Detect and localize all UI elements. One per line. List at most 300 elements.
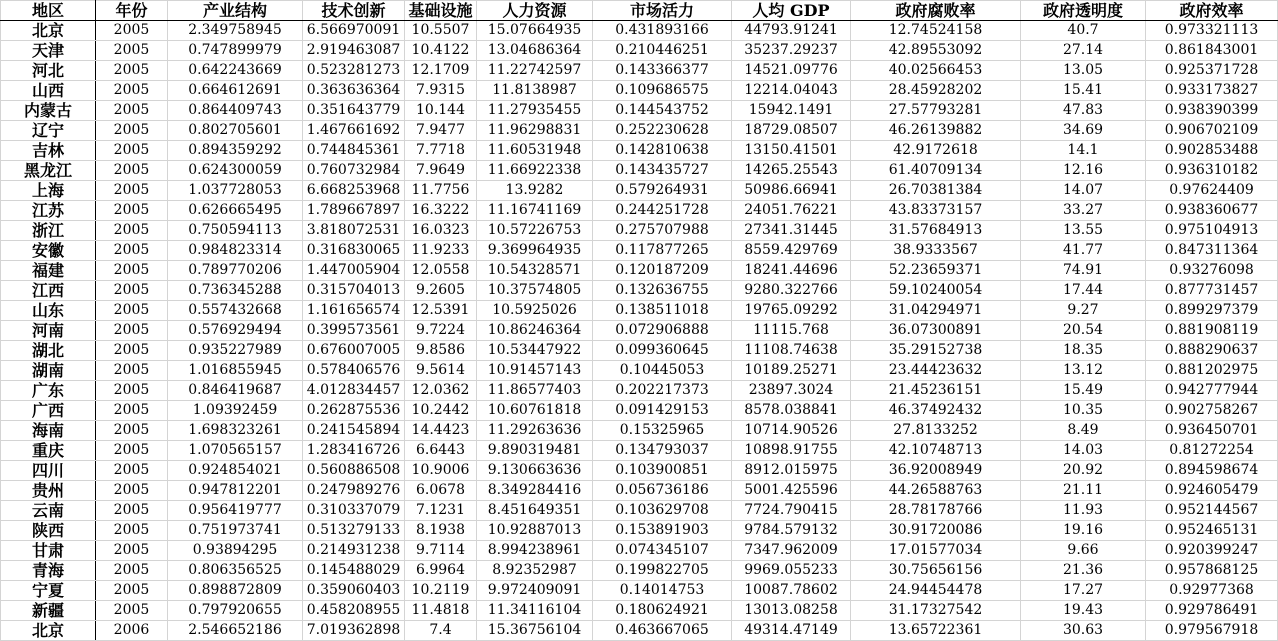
cell-region[interactable]: 宁夏 [1, 581, 96, 601]
cell-tech-innovation[interactable]: 0.523281273 [303, 61, 405, 81]
cell-market-vitality[interactable]: 0.109686575 [593, 81, 732, 101]
cell-market-vitality[interactable]: 0.056736186 [593, 481, 732, 501]
cell-market-vitality[interactable]: 0.244251728 [593, 201, 732, 221]
cell-transparency[interactable]: 11.93 [1021, 501, 1146, 521]
cell-gdp-per-capita[interactable]: 23897.3024 [732, 381, 851, 401]
cell-tech-innovation[interactable]: 0.399573561 [303, 321, 405, 341]
cell-market-vitality[interactable]: 0.252230628 [593, 121, 732, 141]
cell-market-vitality[interactable]: 0.210446251 [593, 41, 732, 61]
cell-corruption-rate[interactable]: 24.94454478 [851, 581, 1021, 601]
cell-region[interactable]: 江苏 [1, 201, 96, 221]
cell-efficiency[interactable]: 0.925371728 [1146, 61, 1278, 81]
cell-year[interactable]: 2005 [96, 381, 168, 401]
cell-transparency[interactable]: 21.11 [1021, 481, 1146, 501]
cell-corruption-rate[interactable]: 13.65722361 [851, 621, 1021, 641]
cell-corruption-rate[interactable]: 27.57793281 [851, 101, 1021, 121]
cell-corruption-rate[interactable]: 31.04294971 [851, 301, 1021, 321]
cell-region[interactable]: 北京 [1, 621, 96, 641]
cell-gdp-per-capita[interactable]: 8578.038841 [732, 401, 851, 421]
cell-infrastructure[interactable]: 7.7718 [405, 141, 477, 161]
cell-human-resources[interactable]: 10.86246364 [477, 321, 593, 341]
cell-region[interactable]: 安徽 [1, 241, 96, 261]
cell-tech-innovation[interactable]: 0.744845361 [303, 141, 405, 161]
cell-infrastructure[interactable]: 12.0362 [405, 381, 477, 401]
cell-infrastructure[interactable]: 7.1231 [405, 501, 477, 521]
cell-corruption-rate[interactable]: 30.91720086 [851, 521, 1021, 541]
cell-infrastructure[interactable]: 9.2605 [405, 281, 477, 301]
cell-tech-innovation[interactable]: 0.363636364 [303, 81, 405, 101]
column-header-industrial-structure[interactable]: 产业结构 [168, 1, 303, 21]
cell-year[interactable]: 2005 [96, 581, 168, 601]
cell-gdp-per-capita[interactable]: 18729.08507 [732, 121, 851, 141]
cell-region[interactable]: 内蒙古 [1, 101, 96, 121]
cell-transparency[interactable]: 8.49 [1021, 421, 1146, 441]
cell-efficiency[interactable]: 0.924605479 [1146, 481, 1278, 501]
cell-gdp-per-capita[interactable]: 5001.425596 [732, 481, 851, 501]
cell-market-vitality[interactable]: 0.153891903 [593, 521, 732, 541]
cell-tech-innovation[interactable]: 0.676007005 [303, 341, 405, 361]
cell-market-vitality[interactable]: 0.144543752 [593, 101, 732, 121]
cell-industrial-structure[interactable]: 1.070565157 [168, 441, 303, 461]
cell-tech-innovation[interactable]: 0.359060403 [303, 581, 405, 601]
cell-transparency[interactable]: 47.83 [1021, 101, 1146, 121]
cell-market-vitality[interactable]: 0.15325965 [593, 421, 732, 441]
cell-tech-innovation[interactable]: 0.310337079 [303, 501, 405, 521]
cell-transparency[interactable]: 33.27 [1021, 201, 1146, 221]
cell-tech-innovation[interactable]: 1.789667897 [303, 201, 405, 221]
cell-corruption-rate[interactable]: 12.74524158 [851, 21, 1021, 41]
cell-efficiency[interactable]: 0.936450701 [1146, 421, 1278, 441]
cell-industrial-structure[interactable]: 1.037728053 [168, 181, 303, 201]
cell-gdp-per-capita[interactable]: 11115.768 [732, 321, 851, 341]
cell-transparency[interactable]: 40.7 [1021, 21, 1146, 41]
cell-tech-innovation[interactable]: 0.513279133 [303, 521, 405, 541]
cell-tech-innovation[interactable]: 6.668253968 [303, 181, 405, 201]
cell-industrial-structure[interactable]: 2.349758945 [168, 21, 303, 41]
cell-year[interactable]: 2005 [96, 421, 168, 441]
cell-efficiency[interactable]: 0.936310182 [1146, 161, 1278, 181]
cell-industrial-structure[interactable]: 0.750594113 [168, 221, 303, 241]
column-header-region[interactable]: 地区 [1, 1, 96, 21]
cell-transparency[interactable]: 13.55 [1021, 221, 1146, 241]
cell-region[interactable]: 湖北 [1, 341, 96, 361]
cell-infrastructure[interactable]: 8.1938 [405, 521, 477, 541]
cell-transparency[interactable]: 9.66 [1021, 541, 1146, 561]
cell-transparency[interactable]: 27.14 [1021, 41, 1146, 61]
cell-corruption-rate[interactable]: 46.37492432 [851, 401, 1021, 421]
cell-year[interactable]: 2005 [96, 481, 168, 501]
column-header-market-vitality[interactable]: 市场活力 [593, 1, 732, 21]
cell-transparency[interactable]: 15.49 [1021, 381, 1146, 401]
cell-corruption-rate[interactable]: 23.44423632 [851, 361, 1021, 381]
cell-tech-innovation[interactable]: 0.315704013 [303, 281, 405, 301]
cell-industrial-structure[interactable]: 0.924854021 [168, 461, 303, 481]
cell-human-resources[interactable]: 10.54328571 [477, 261, 593, 281]
cell-industrial-structure[interactable]: 0.624300059 [168, 161, 303, 181]
cell-human-resources[interactable]: 11.66922338 [477, 161, 593, 181]
cell-infrastructure[interactable]: 16.3222 [405, 201, 477, 221]
cell-corruption-rate[interactable]: 43.83373157 [851, 201, 1021, 221]
cell-gdp-per-capita[interactable]: 8559.429769 [732, 241, 851, 261]
cell-infrastructure[interactable]: 10.2119 [405, 581, 477, 601]
cell-region[interactable]: 山东 [1, 301, 96, 321]
cell-region[interactable]: 北京 [1, 21, 96, 41]
cell-corruption-rate[interactable]: 31.17327542 [851, 601, 1021, 621]
cell-industrial-structure[interactable]: 0.984823314 [168, 241, 303, 261]
cell-tech-innovation[interactable]: 0.760732984 [303, 161, 405, 181]
cell-year[interactable]: 2005 [96, 141, 168, 161]
cell-human-resources[interactable]: 15.36756104 [477, 621, 593, 641]
cell-efficiency[interactable]: 0.933173827 [1146, 81, 1278, 101]
cell-tech-innovation[interactable]: 1.467661692 [303, 121, 405, 141]
cell-efficiency[interactable]: 0.979567918 [1146, 621, 1278, 641]
column-header-human-resources[interactable]: 人力资源 [477, 1, 593, 21]
cell-transparency[interactable]: 13.12 [1021, 361, 1146, 381]
cell-corruption-rate[interactable]: 40.02566453 [851, 61, 1021, 81]
cell-industrial-structure[interactable]: 0.846419687 [168, 381, 303, 401]
cell-efficiency[interactable]: 0.902853488 [1146, 141, 1278, 161]
cell-human-resources[interactable]: 11.27935455 [477, 101, 593, 121]
cell-efficiency[interactable]: 0.942777944 [1146, 381, 1278, 401]
cell-infrastructure[interactable]: 16.0323 [405, 221, 477, 241]
cell-efficiency[interactable]: 0.92977368 [1146, 581, 1278, 601]
cell-tech-innovation[interactable]: 0.316830065 [303, 241, 405, 261]
cell-efficiency[interactable]: 0.847311364 [1146, 241, 1278, 261]
cell-corruption-rate[interactable]: 42.10748713 [851, 441, 1021, 461]
cell-human-resources[interactable]: 8.349284416 [477, 481, 593, 501]
cell-efficiency[interactable]: 0.97624409 [1146, 181, 1278, 201]
cell-efficiency[interactable]: 0.888290637 [1146, 341, 1278, 361]
cell-tech-innovation[interactable]: 3.818072531 [303, 221, 405, 241]
cell-market-vitality[interactable]: 0.103900851 [593, 461, 732, 481]
cell-market-vitality[interactable]: 0.14014753 [593, 581, 732, 601]
cell-human-resources[interactable]: 9.130663636 [477, 461, 593, 481]
cell-efficiency[interactable]: 0.952465131 [1146, 521, 1278, 541]
cell-region[interactable]: 重庆 [1, 441, 96, 461]
column-header-gdp-per-capita[interactable]: 人均 GDP [732, 1, 851, 21]
cell-efficiency[interactable]: 0.81272254 [1146, 441, 1278, 461]
cell-human-resources[interactable]: 8.994238961 [477, 541, 593, 561]
cell-transparency[interactable]: 74.91 [1021, 261, 1146, 281]
cell-infrastructure[interactable]: 10.2442 [405, 401, 477, 421]
cell-efficiency[interactable]: 0.952144567 [1146, 501, 1278, 521]
cell-gdp-per-capita[interactable]: 11108.74638 [732, 341, 851, 361]
cell-infrastructure[interactable]: 10.144 [405, 101, 477, 121]
cell-industrial-structure[interactable]: 0.956419777 [168, 501, 303, 521]
cell-human-resources[interactable]: 10.53447922 [477, 341, 593, 361]
cell-year[interactable]: 2005 [96, 41, 168, 61]
cell-year[interactable]: 2005 [96, 361, 168, 381]
cell-corruption-rate[interactable]: 21.45236151 [851, 381, 1021, 401]
cell-region[interactable]: 湖南 [1, 361, 96, 381]
cell-corruption-rate[interactable]: 59.10240054 [851, 281, 1021, 301]
cell-infrastructure[interactable]: 10.5507 [405, 21, 477, 41]
cell-human-resources[interactable]: 10.37574805 [477, 281, 593, 301]
cell-transparency[interactable]: 20.54 [1021, 321, 1146, 341]
cell-gdp-per-capita[interactable]: 9969.055233 [732, 561, 851, 581]
cell-market-vitality[interactable]: 0.463667065 [593, 621, 732, 641]
cell-infrastructure[interactable]: 7.9315 [405, 81, 477, 101]
cell-tech-innovation[interactable]: 0.560886508 [303, 461, 405, 481]
cell-human-resources[interactable]: 13.04686364 [477, 41, 593, 61]
cell-industrial-structure[interactable]: 0.947812201 [168, 481, 303, 501]
cell-efficiency[interactable]: 0.920399247 [1146, 541, 1278, 561]
cell-transparency[interactable]: 10.35 [1021, 401, 1146, 421]
cell-corruption-rate[interactable]: 36.92008949 [851, 461, 1021, 481]
cell-gdp-per-capita[interactable]: 15942.1491 [732, 101, 851, 121]
cell-transparency[interactable]: 17.27 [1021, 581, 1146, 601]
cell-region[interactable]: 上海 [1, 181, 96, 201]
cell-year[interactable]: 2005 [96, 441, 168, 461]
cell-transparency[interactable]: 18.35 [1021, 341, 1146, 361]
cell-region[interactable]: 吉林 [1, 141, 96, 161]
cell-human-resources[interactable]: 10.92887013 [477, 521, 593, 541]
cell-human-resources[interactable]: 11.8138987 [477, 81, 593, 101]
cell-infrastructure[interactable]: 12.1709 [405, 61, 477, 81]
cell-region[interactable]: 浙江 [1, 221, 96, 241]
cell-market-vitality[interactable]: 0.138511018 [593, 301, 732, 321]
cell-market-vitality[interactable]: 0.117877265 [593, 241, 732, 261]
cell-transparency[interactable]: 14.03 [1021, 441, 1146, 461]
cell-efficiency[interactable]: 0.861843001 [1146, 41, 1278, 61]
cell-industrial-structure[interactable]: 0.898872809 [168, 581, 303, 601]
cell-infrastructure[interactable]: 6.0678 [405, 481, 477, 501]
cell-region[interactable]: 辽宁 [1, 121, 96, 141]
cell-gdp-per-capita[interactable]: 12214.04043 [732, 81, 851, 101]
cell-year[interactable]: 2006 [96, 621, 168, 641]
cell-industrial-structure[interactable]: 0.894359292 [168, 141, 303, 161]
cell-year[interactable]: 2005 [96, 241, 168, 261]
cell-tech-innovation[interactable]: 0.247989276 [303, 481, 405, 501]
cell-year[interactable]: 2005 [96, 341, 168, 361]
cell-gdp-per-capita[interactable]: 10898.91755 [732, 441, 851, 461]
cell-tech-innovation[interactable]: 0.241545894 [303, 421, 405, 441]
cell-region[interactable]: 四川 [1, 461, 96, 481]
cell-tech-innovation[interactable]: 0.578406576 [303, 361, 405, 381]
cell-market-vitality[interactable]: 0.099360645 [593, 341, 732, 361]
cell-infrastructure[interactable]: 9.8586 [405, 341, 477, 361]
cell-year[interactable]: 2005 [96, 401, 168, 421]
cell-year[interactable]: 2005 [96, 101, 168, 121]
cell-efficiency[interactable]: 0.938390399 [1146, 101, 1278, 121]
cell-efficiency[interactable]: 0.877731457 [1146, 281, 1278, 301]
cell-infrastructure[interactable]: 9.7114 [405, 541, 477, 561]
cell-infrastructure[interactable]: 7.9477 [405, 121, 477, 141]
cell-human-resources[interactable]: 13.9282 [477, 181, 593, 201]
cell-industrial-structure[interactable]: 0.626665495 [168, 201, 303, 221]
cell-region[interactable]: 河北 [1, 61, 96, 81]
cell-infrastructure[interactable]: 11.7756 [405, 181, 477, 201]
cell-market-vitality[interactable]: 0.199822705 [593, 561, 732, 581]
cell-human-resources[interactable]: 11.29263636 [477, 421, 593, 441]
cell-gdp-per-capita[interactable]: 7724.790415 [732, 501, 851, 521]
cell-transparency[interactable]: 30.63 [1021, 621, 1146, 641]
cell-year[interactable]: 2005 [96, 81, 168, 101]
cell-year[interactable]: 2005 [96, 521, 168, 541]
cell-tech-innovation[interactable]: 2.919463087 [303, 41, 405, 61]
cell-tech-innovation[interactable]: 0.458208955 [303, 601, 405, 621]
cell-gdp-per-capita[interactable]: 10189.25271 [732, 361, 851, 381]
cell-gdp-per-capita[interactable]: 35237.29237 [732, 41, 851, 61]
cell-gdp-per-capita[interactable]: 9280.322766 [732, 281, 851, 301]
cell-transparency[interactable]: 21.36 [1021, 561, 1146, 581]
cell-tech-innovation[interactable]: 1.283416726 [303, 441, 405, 461]
cell-corruption-rate[interactable]: 42.9172618 [851, 141, 1021, 161]
cell-tech-innovation[interactable]: 0.262875536 [303, 401, 405, 421]
column-header-tech-innovation[interactable]: 技术创新 [303, 1, 405, 21]
cell-infrastructure[interactable]: 7.9649 [405, 161, 477, 181]
cell-industrial-structure[interactable]: 0.93894295 [168, 541, 303, 561]
cell-infrastructure[interactable]: 14.4423 [405, 421, 477, 441]
cell-infrastructure[interactable]: 11.9233 [405, 241, 477, 261]
cell-transparency[interactable]: 19.16 [1021, 521, 1146, 541]
cell-region[interactable]: 陕西 [1, 521, 96, 541]
cell-region[interactable]: 贵州 [1, 481, 96, 501]
column-header-infrastructure[interactable]: 基础设施 [405, 1, 477, 21]
cell-region[interactable]: 河南 [1, 321, 96, 341]
cell-transparency[interactable]: 14.07 [1021, 181, 1146, 201]
cell-industrial-structure[interactable]: 1.09392459 [168, 401, 303, 421]
cell-human-resources[interactable]: 9.890319481 [477, 441, 593, 461]
cell-gdp-per-capita[interactable]: 10714.90526 [732, 421, 851, 441]
cell-infrastructure[interactable]: 9.5614 [405, 361, 477, 381]
cell-infrastructure[interactable]: 7.4 [405, 621, 477, 641]
cell-infrastructure[interactable]: 10.9006 [405, 461, 477, 481]
cell-human-resources[interactable]: 10.5925026 [477, 301, 593, 321]
cell-market-vitality[interactable]: 0.143366377 [593, 61, 732, 81]
cell-gdp-per-capita[interactable]: 8912.015975 [732, 461, 851, 481]
column-header-efficiency[interactable]: 政府效率 [1146, 1, 1278, 21]
cell-market-vitality[interactable]: 0.143435727 [593, 161, 732, 181]
cell-year[interactable]: 2005 [96, 121, 168, 141]
cell-region[interactable]: 云南 [1, 501, 96, 521]
cell-human-resources[interactable]: 11.86577403 [477, 381, 593, 401]
cell-market-vitality[interactable]: 0.10445053 [593, 361, 732, 381]
cell-human-resources[interactable]: 10.60761818 [477, 401, 593, 421]
cell-year[interactable]: 2005 [96, 161, 168, 181]
cell-year[interactable]: 2005 [96, 561, 168, 581]
cell-year[interactable]: 2005 [96, 281, 168, 301]
cell-region[interactable]: 黑龙江 [1, 161, 96, 181]
cell-gdp-per-capita[interactable]: 49314.47149 [732, 621, 851, 641]
cell-year[interactable]: 2005 [96, 21, 168, 41]
cell-transparency[interactable]: 13.05 [1021, 61, 1146, 81]
cell-gdp-per-capita[interactable]: 10087.78602 [732, 581, 851, 601]
cell-corruption-rate[interactable]: 38.9333567 [851, 241, 1021, 261]
cell-transparency[interactable]: 41.77 [1021, 241, 1146, 261]
cell-region[interactable]: 新疆 [1, 601, 96, 621]
cell-tech-innovation[interactable]: 0.145488029 [303, 561, 405, 581]
cell-efficiency[interactable]: 0.881202975 [1146, 361, 1278, 381]
cell-human-resources[interactable]: 11.96298831 [477, 121, 593, 141]
cell-year[interactable]: 2005 [96, 601, 168, 621]
cell-corruption-rate[interactable]: 30.75656156 [851, 561, 1021, 581]
cell-transparency[interactable]: 17.44 [1021, 281, 1146, 301]
cell-efficiency[interactable]: 0.973321113 [1146, 21, 1278, 41]
cell-efficiency[interactable]: 0.957868125 [1146, 561, 1278, 581]
cell-corruption-rate[interactable]: 35.29152738 [851, 341, 1021, 361]
cell-tech-innovation[interactable]: 0.214931238 [303, 541, 405, 561]
cell-infrastructure[interactable]: 12.5391 [405, 301, 477, 321]
cell-corruption-rate[interactable]: 61.40709134 [851, 161, 1021, 181]
cell-gdp-per-capita[interactable]: 13013.08258 [732, 601, 851, 621]
cell-region[interactable]: 甘肃 [1, 541, 96, 561]
cell-efficiency[interactable]: 0.902758267 [1146, 401, 1278, 421]
cell-gdp-per-capita[interactable]: 44793.91241 [732, 21, 851, 41]
cell-industrial-structure[interactable]: 0.747899979 [168, 41, 303, 61]
cell-corruption-rate[interactable]: 46.26139882 [851, 121, 1021, 141]
cell-region[interactable]: 福建 [1, 261, 96, 281]
cell-gdp-per-capita[interactable]: 7347.962009 [732, 541, 851, 561]
cell-gdp-per-capita[interactable]: 19765.09292 [732, 301, 851, 321]
cell-infrastructure[interactable]: 6.6443 [405, 441, 477, 461]
cell-gdp-per-capita[interactable]: 50986.66941 [732, 181, 851, 201]
cell-tech-innovation[interactable]: 1.447005904 [303, 261, 405, 281]
cell-human-resources[interactable]: 11.16741169 [477, 201, 593, 221]
cell-infrastructure[interactable]: 9.7224 [405, 321, 477, 341]
cell-market-vitality[interactable]: 0.202217373 [593, 381, 732, 401]
cell-industrial-structure[interactable]: 0.935227989 [168, 341, 303, 361]
cell-market-vitality[interactable]: 0.275707988 [593, 221, 732, 241]
cell-industrial-structure[interactable]: 0.751973741 [168, 521, 303, 541]
cell-industrial-structure[interactable]: 0.789770206 [168, 261, 303, 281]
cell-corruption-rate[interactable]: 26.70381384 [851, 181, 1021, 201]
cell-transparency[interactable]: 19.43 [1021, 601, 1146, 621]
cell-corruption-rate[interactable]: 31.57684913 [851, 221, 1021, 241]
cell-industrial-structure[interactable]: 0.557432668 [168, 301, 303, 321]
cell-region[interactable]: 广东 [1, 381, 96, 401]
cell-year[interactable]: 2005 [96, 201, 168, 221]
cell-human-resources[interactable]: 9.972409091 [477, 581, 593, 601]
cell-year[interactable]: 2005 [96, 301, 168, 321]
cell-gdp-per-capita[interactable]: 13150.41501 [732, 141, 851, 161]
cell-efficiency[interactable]: 0.929786491 [1146, 601, 1278, 621]
cell-market-vitality[interactable]: 0.180624921 [593, 601, 732, 621]
cell-transparency[interactable]: 34.69 [1021, 121, 1146, 141]
cell-gdp-per-capita[interactable]: 14265.25543 [732, 161, 851, 181]
cell-region[interactable]: 山西 [1, 81, 96, 101]
cell-gdp-per-capita[interactable]: 27341.31445 [732, 221, 851, 241]
cell-efficiency[interactable]: 0.906702109 [1146, 121, 1278, 141]
cell-industrial-structure[interactable]: 1.698323261 [168, 421, 303, 441]
cell-region[interactable]: 广西 [1, 401, 96, 421]
cell-human-resources[interactable]: 8.92352987 [477, 561, 593, 581]
column-header-year[interactable]: 年份 [96, 1, 168, 21]
cell-corruption-rate[interactable]: 17.01577034 [851, 541, 1021, 561]
cell-efficiency[interactable]: 0.899297379 [1146, 301, 1278, 321]
cell-tech-innovation[interactable]: 7.019362898 [303, 621, 405, 641]
cell-industrial-structure[interactable]: 2.546652186 [168, 621, 303, 641]
column-header-corruption-rate[interactable]: 政府腐败率 [851, 1, 1021, 21]
cell-region[interactable]: 江西 [1, 281, 96, 301]
cell-human-resources[interactable]: 10.91457143 [477, 361, 593, 381]
cell-tech-innovation[interactable]: 1.161656574 [303, 301, 405, 321]
cell-market-vitality[interactable]: 0.579264931 [593, 181, 732, 201]
cell-human-resources[interactable]: 15.07664935 [477, 21, 593, 41]
cell-transparency[interactable]: 20.92 [1021, 461, 1146, 481]
cell-corruption-rate[interactable]: 28.78178766 [851, 501, 1021, 521]
cell-year[interactable]: 2005 [96, 261, 168, 281]
cell-market-vitality[interactable]: 0.142810638 [593, 141, 732, 161]
cell-human-resources[interactable]: 9.369964935 [477, 241, 593, 261]
cell-corruption-rate[interactable]: 36.07300891 [851, 321, 1021, 341]
cell-infrastructure[interactable]: 12.0558 [405, 261, 477, 281]
cell-region[interactable]: 天津 [1, 41, 96, 61]
cell-efficiency[interactable]: 0.881908119 [1146, 321, 1278, 341]
cell-industrial-structure[interactable]: 0.736345288 [168, 281, 303, 301]
cell-corruption-rate[interactable]: 42.89553092 [851, 41, 1021, 61]
cell-corruption-rate[interactable]: 27.8133252 [851, 421, 1021, 441]
